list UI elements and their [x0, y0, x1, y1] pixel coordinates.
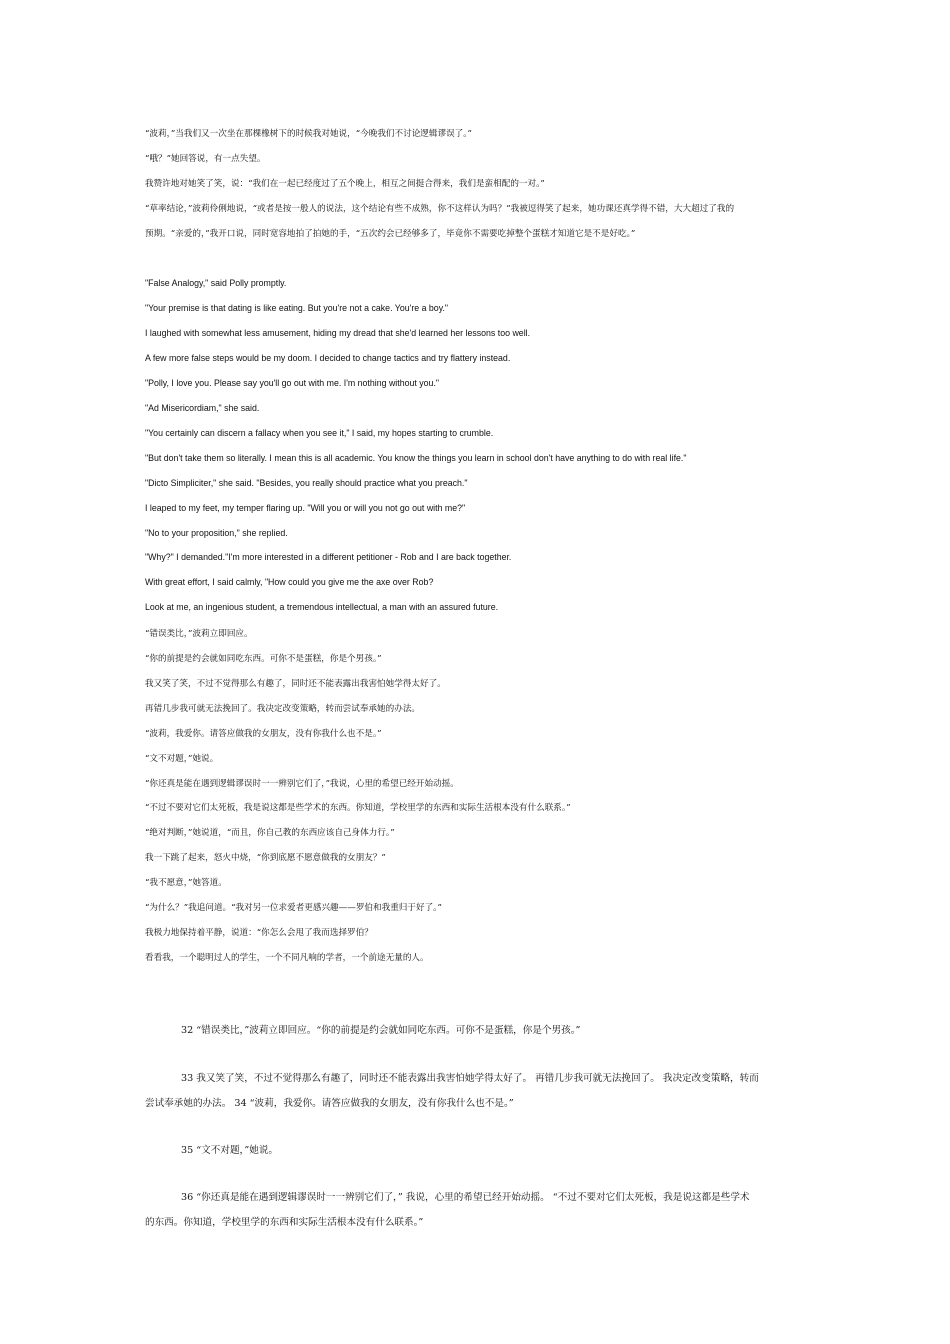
text-line: “草率结论，”波莉伶俐地说，“或者是按一般人的说法，这个结论有些不成熟，你不这样认为吗？”我被逗得笑了起来，她功课还真学得不错，大大超过了我的 — [145, 204, 735, 214]
text-line: 再错几步我可就无法挽回了。我决定改变策略，转而尝试奉承她的办法。 — [145, 704, 421, 714]
numbered-paragraph: 35 “文不对题，”她说。 — [181, 1145, 279, 1156]
text-line: “波莉，”当我们又一次坐在那棵橡树下的时候我对她说，“今晚我们不讨论逻辑谬误了。” — [145, 129, 472, 139]
text-line: Look at me, an ingenious student, a tremendous intellectual, a man with an assured future. — [145, 602, 499, 612]
text-line: “波莉，我爱你。请答应做我的女朋友，没有你我什么也不是。” — [145, 729, 382, 739]
text-line: “绝对判断，”她说道，“而且，你自己教的东西应该自己身体力行。” — [145, 828, 395, 838]
text-line: “不过不要对它们太死板，我是说这都是些学术的东西。你知道，学校里学的东西和实际生活根本没有什么联系。” — [145, 803, 571, 813]
text-line: "Dicto Simpliciter," she said. "Besides, you really should practice what you preach." — [145, 478, 468, 488]
text-line: “文不对题，”她说。 — [145, 754, 219, 764]
numbered-paragraph: 33 我又笑了笑，不过不觉得那么有趣了，同时还不能表露出我害怕她学得太好了。 再错几步我可就无法挽回了。 我决定改变策略，转而 — [181, 1073, 759, 1084]
text-line: 看看我，一个聪明过人的学生，一个不同凡响的学者，一个前途无量的人。 — [145, 953, 429, 963]
text-line: “哦？”她回答说，有一点失望。 — [145, 154, 266, 164]
text-line: "Your premise is that dating is like eating. But you're not a cake. You're a boy." — [145, 303, 449, 313]
text-line: 我又笑了笑，不过不觉得那么有趣了，同时还不能表露出我害怕她学得太好了。 — [145, 679, 446, 689]
text-line: "Polly, I love you. Please say you'll go out with me. I'm nothing without you." — [145, 378, 440, 388]
text-line: "Ad Misericordiam," she said. — [145, 403, 260, 413]
text-line: “错误类比，”波莉立即回应。 — [145, 629, 253, 639]
numbered-paragraph: 32 “错误类比，”波莉立即回应。“你的前提是约会就如同吃东西。可你不是蛋糕，你是个男孩。” — [181, 1025, 581, 1036]
text-line: “我不愿意，”她答道。 — [145, 878, 227, 888]
text-line: "You certainly can discern a fallacy when you see it," I said, my hopes starting to crumble. — [145, 428, 494, 438]
text-line: A few more false steps would be my doom. I decided to change tactics and try flattery instead. — [145, 353, 511, 363]
numbered-paragraph: 36 “你还真是能在遇到逻辑谬误时一一辨别它们了，” 我说，心里的希望已经开始动摇。 “不过不要对它们太死板，我是说这都是些学术 — [181, 1192, 750, 1203]
text-line: "But don't take them so literally. I mean this is all academic. You know the things you learn in school don't have anything to do with real life." — [145, 453, 687, 463]
text-line: "Why?" I demanded."I'm more interested in a different petitioner - Rob and I are back together. — [145, 552, 512, 562]
text-line: "False Analogy," said Polly promptly. — [145, 278, 287, 288]
paragraph-continuation: 尝试奉承她的办法。 34 “波莉，我爱你。请答应做我的女朋友，没有你我什么也不是。” — [145, 1098, 514, 1109]
text-line: “你的前提是约会就如同吃东西。可你不是蛋糕，你是个男孩。” — [145, 654, 382, 664]
text-line: I laughed with somewhat less amusement, hiding my dread that she'd learned her lessons too well. — [145, 328, 531, 338]
text-line: 我极力地保持着平静，说道：“你怎么会甩了我而选择罗伯？ — [145, 928, 373, 938]
text-line: 预期。“亲爱的，”我开口说，同时宽容地拍了拍她的手，“五次约会已经够多了，毕竟你不需要吃掉整个蛋糕才知道它是不是好吃。” — [145, 229, 636, 239]
text-line: I leaped to my feet, my temper flaring up. "Will you or will you not go out with me?" — [145, 503, 466, 513]
text-line: “为什么？”我追问道。“我对另一位求爱者更感兴趣——罗伯和我重归于好了。” — [145, 903, 442, 913]
paragraph-continuation: 的东西。你知道，学校里学的东西和实际生活根本没有什么联系。” — [145, 1217, 424, 1228]
text-line: 我一下跳了起来，怒火中烧，“你到底愿不愿意做我的女朋友？” — [145, 853, 386, 863]
text-line: “你还真是能在遇到逻辑谬误时一一辨别它们了，”我说，心里的希望已经开始动摇。 — [145, 779, 459, 789]
text-line: With great effort, I said calmly, "How could you give me the axe over Rob? — [145, 577, 434, 587]
text-line: "No to your proposition," she replied. — [145, 528, 288, 538]
text-line: 我赞许地对她笑了笑，说：“我们在一起已经度过了五个晚上，相互之间挺合得来，我们是蛮相配的一对。” — [145, 179, 545, 189]
